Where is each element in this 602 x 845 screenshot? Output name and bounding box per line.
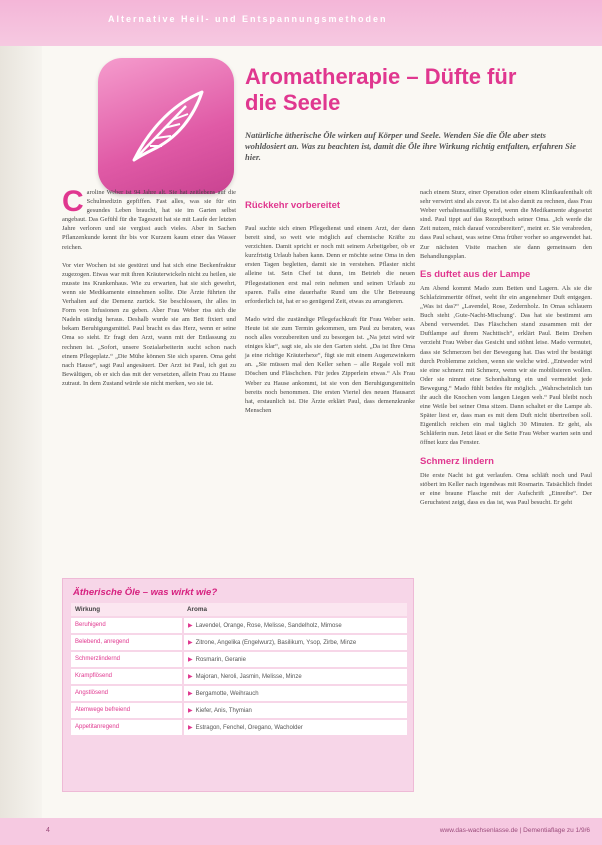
section-heading-lampe: Es duftet aus der Lampe <box>420 268 531 280</box>
effect-cell: Atemwege befreiend <box>71 702 183 719</box>
infobox-oils <box>62 578 414 792</box>
table-row <box>71 719 407 735</box>
feather-icon <box>98 58 234 194</box>
table-row <box>71 617 407 634</box>
effect-cell: Belebend, anregend <box>71 634 183 651</box>
paragraph: Die erste Nacht ist gut verlaufen. Oma schläft noch und Paul stöbert im Keller nach irgendwas mit Rosmarin. Tatsächlich findet er eine braune Flasche mit der Aufschrift „Einreibe“. Der Geruchstest zeigt, dass es das ist, was Paul besucht. Er geht <box>420 471 592 506</box>
section-heading-schmerz: Schmerz lindern <box>420 455 494 467</box>
page-number: 4 <box>46 827 50 834</box>
footer-url: www.das-wachsenlasse.de | Dementiaflage zu 1/9/6 <box>439 827 590 834</box>
aroma-cell <box>183 685 407 702</box>
paragraph: Vor vier Wochen ist sie gestürzt und hat sich eine Beckenfraktur zugezogen. Etwas war mit ihren Kräuterwickeln nicht zu heilen, sie musste ins Krankenhaus. Wie zu erwarten, hat sie sich gewehrt, wenn sie Medikamente einnehmen sollte. Die Ärzte führten ihr Verhalten auf die Demenz zurück. Sie beschlossen, ihr alles in Form von Infusionen zu geben. Aber Frau Weber riss sich die Nadeln ständig heraus. Deshalb wurde sie am Bett fixiert und bekam Beruhigungsmittel. Paul bracht es das Herz, wenn er seine Oma so sieht. Er fragt den Arzt, wann mit der Entlassung zu rechnen ist. „Sofort, unsere Sozialarbeiterin sucht schon nach einem Pflegeplatz.“ „Die Mühe können Sie sich sparen. Oma geht nach Hause“, sagt Paul angesäuert. Der Arzt ist Paul, ich gut zu Bewältigen, ob er sich das mit der versetzten, allein Frau zu Hause zutraut. In dem Zustand würde sie nicht merken, wo sie ist. <box>62 261 236 387</box>
paragraph: Mado wird die zuständige Pflegefachkraft für Frau Weber sein. Heute ist sie zum Termin gekommen, um Paul zu beraten, was noch alles vorzubereiten und zu besorgen ist. „Na jetzt wird wir einiges klar“, sagt sie, als sie den Garten sieht. „Da ist Ihre Oma ja eine richtige Kräuterhexe“, fügt sie mit einem Augenzwinkern an. „Sie müssen mal den Keller sehen – alle Regale voll mit Döschen und Fläschchen. Für jedes Zipperlein etwas.“ Als Frau Weber zu Hause ankommt, ist sie von den Beruhigungsmitteln bereits noch benommen. Die ersten Viertel des neuen Hausarzt hat, erstaunlich ist. Die Ärzte erklärt Paul, dass demenzkranke Menschen <box>245 315 415 414</box>
aroma-text: Majoran, Neroli, Jasmin, Melisse, Minze <box>195 674 302 680</box>
column-header-aroma: Aroma <box>183 603 407 617</box>
section-heading-rueckkehr: Rückkehr vorbereitet <box>245 200 341 211</box>
aroma-cell <box>183 634 407 651</box>
aroma-text: Rosmarin, Geranie <box>195 657 246 663</box>
table-row <box>71 634 407 651</box>
effect-cell: Appetitanregend <box>71 719 183 735</box>
triangle-bullet-icon: ▶ <box>188 691 193 697</box>
section-label: Alternative Heil- und Entspannungsmethoden <box>108 14 388 24</box>
page-edge-shadow <box>0 0 42 845</box>
triangle-bullet-icon: ▶ <box>188 674 193 680</box>
aroma-text: Bergamotte, Weihrauch <box>195 691 259 697</box>
paragraph: nach einem Sturz, einer Operation oder einem Klinikaufenthalt oft sehr verwirrt sind als zuvor. Es ist also damit zu rechnen, dass Frau Weber verhaltensauffällig wird, wenn die Medikamente abgesetzt sind. Paul tippt auf das Rezeptbuch seiner Oma. „Ich werde die Zeit nutzen, mich darauf vorzubereiten“, meint er. Sie verabreden, dass Paul schaut, was seine Oma früher vorher so angewendet hat. Zur nächsten Visite machen sie dann gemeinsam den Behandlungsplan. <box>420 189 592 260</box>
oils-table <box>71 603 407 735</box>
triangle-bullet-icon: ▶ <box>188 708 193 714</box>
paragraph-intro <box>62 185 236 252</box>
aroma-cell <box>183 617 407 634</box>
aroma-text: Kiefer, Anis, Thymian <box>195 708 252 714</box>
table-header-row <box>71 603 407 617</box>
effect-cell: Angstlösend <box>71 685 183 702</box>
table-row <box>71 685 407 702</box>
table-row <box>71 651 407 668</box>
drop-cap: C <box>62 185 84 218</box>
effect-cell: Krampflösend <box>71 668 183 685</box>
aroma-cell <box>183 719 407 735</box>
article-title-line2: die Seele <box>245 90 341 115</box>
triangle-bullet-icon: ▶ <box>188 725 193 731</box>
table-row <box>71 702 407 719</box>
aroma-cell <box>183 702 407 719</box>
aroma-cell <box>183 651 407 668</box>
triangle-bullet-icon: ▶ <box>188 640 193 646</box>
triangle-bullet-icon: ▶ <box>188 623 193 629</box>
column-header-effect: Wirkung <box>71 603 183 617</box>
intro-text: aroline Weber ist 94 Jahre alt. Sie hat zeitlebens auf die Schulmedizin gepfiffen. Fast alles, was sie für ein gesundes Leben braucht, hat sie im Garten selbst angebaut. Das Gefühl für die Tageszeit hat sie mit Laufe der letzten Jahre verloren und sie vergisst auch vieles. Aber in Sachen Pflanzenkunde kennt ihr bis vor Kurzem kaum einer das Wasser reichen. <box>62 189 236 251</box>
aroma-text: Estragon, Fenchel, Oregano, Wacholder <box>195 725 303 731</box>
paragraph: Am Abend kommt Mado zum Betten und Lagern. Als sie die Schlafzimmertür öffnet, weht ihr ein angenehmer Duft entgegen. „Was ist das?“ „Lavendel, Rose, Zedernholz. In Omas schlauem Buch steht ‚Gute-Nacht-Mischung‘. Das hat sie bestimmt am Abend verwendet. Das Fläschchen stand zusammen mit der Duftlampe auf ihrem Nachttisch“, erklärt Paul. Beim Drehen verzieht Frau Weber das Gesicht und stöhnt leise. Mado vermutet, dass sie Schmerzen bei der Bewegung hat. Das wird ihr bestätigt durch Problemme zeichen, wenn sie welche wird. „Entweder wird sie eine schmerz mit Schmerz, wenn wir sie mobilisieren wollen. Oder sie nimmt eine Schonhaltung ein und vermeidet jede Bewegung.“ Mado fühlt beides für möglich. „Wahrscheinlich tun ihr auch die Knochen vom langen Liegen weh.“ Paul bleibt noch eine Weile bei seiner Oma sitzen. Dann schaltet er die Lampe ab. Später liest er, dass man es mit dem Duft nicht übertreiben soll. Eigentlich reichen ein mal täglich 30 Minuten. Er geht, als Schläferin nun. Jetzt lässt er die Seite Frau Weber warten sein und öffnet kurz das Fenster. <box>420 284 592 447</box>
feather-glyph <box>116 76 216 176</box>
column-1 <box>62 185 236 397</box>
aroma-cell <box>183 668 407 685</box>
effect-cell: Beruhigend <box>71 617 183 634</box>
column-2 <box>245 224 415 424</box>
paragraph: Paul suchte sich einen Pflegedienst und einem Arzt, der dann bereit sind, so weit wie möglich auf chemische Kräfte zu verzichten. Damit spricht er noch mit seinem Arbeitgeber, ob er kurzfristig Urlaub haben kann. Denn er möchte seine Oma in den ersten Tagen begleiten, damit sie in verstehen. Pflaster nicht alleine ist. Sein Chef ist dunn, im Betrieb die neuen Pflegestationen erst mal rein nehmen und seinen Urlaub zu sparen. Falls eine dauerhafte Rund um die Uhr Betreuung erforderlich ist, hat er so genügend Zeit, etwas zu arrangieren. <box>245 225 415 305</box>
article-lead: Natürliche ätherische Öle wirken auf Körper und Seele. Wenden Sie die Öle aber stets wohldosiert an. Was zu beachten ist, damit die Öle ihre Wirkung richtig entfalten, erfahren Sie hier. <box>245 130 576 162</box>
article-title <box>245 64 575 116</box>
column-3 <box>420 188 592 516</box>
article-title-line1: Aromatherapie – Düfte für <box>245 64 517 89</box>
infobox-title: Ätherische Öle – was wirkt wie? <box>73 587 218 598</box>
table-row <box>71 668 407 685</box>
triangle-bullet-icon: ▶ <box>188 657 193 663</box>
footer-band <box>0 818 602 845</box>
header-band <box>0 0 602 46</box>
effect-cell: Schmerzlindernd <box>71 651 183 668</box>
aroma-text: Lavendel, Orange, Rose, Melisse, Sandelholz, Mimose <box>195 623 342 629</box>
aroma-text: Zitrone, Angelika (Engelwurz), Basilikum, Ysop, Zirbe, Minze <box>195 640 357 646</box>
